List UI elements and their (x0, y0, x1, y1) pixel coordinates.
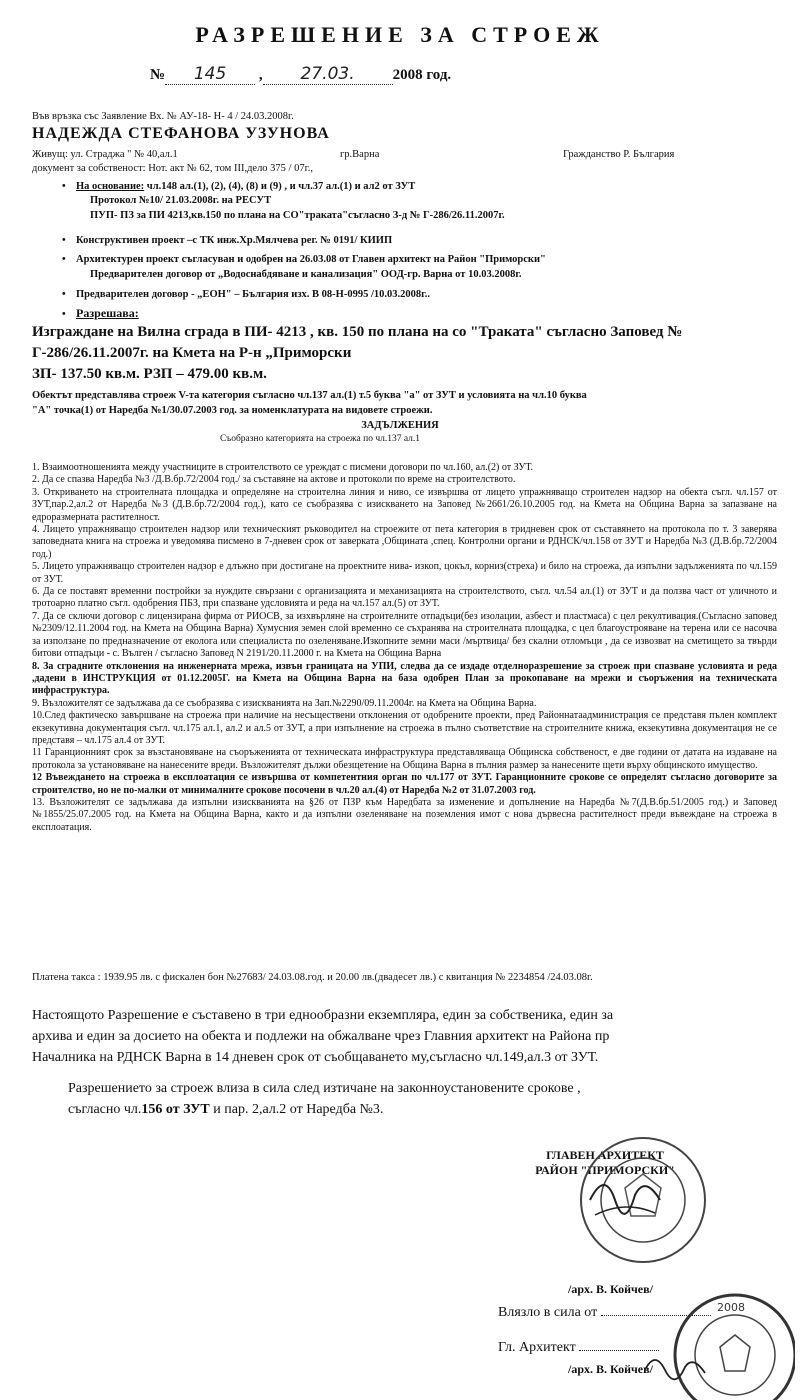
basis-protocol: Протокол №10/ 21.03.2008г. на РЕСУТ (90, 195, 272, 206)
condition-item: 10.След фактическо завършване на строежа при наличие на несъществени отклонения от одобрените проекти, пред Районнатаадминистрация се представя пълен комплект екзекутивна документация съгл. чл.175 ал.1, ал.2 и ал.5 от ЗУТ, а при изпълнение на строежа в пълно съответствие на строителните книжа, екзекутивна документация не се представя – чл.175 ал.4 от ЗУТ. (32, 710, 777, 746)
closing-line-3: Началника на РДНСК Варна в 14 дневен срок от съобщаването му,съгласно чл.149,ал.3 от ЗУТ. (32, 1050, 599, 1065)
applicant-address: Живущ: ул. Страджа " № 40,ал.1 (32, 149, 178, 160)
closing-line-4: Разрешението за строеж влиза в сила след изтичане на законноустановените срокове , (68, 1081, 581, 1096)
applicant-name: НАДЕЖДА СТЕФАНОВА УЗУНОВА (32, 125, 330, 142)
condition-item: 7. Да се сключи договор с лицензирана фирма от РИОСВ, за изхвърляне на строителните отпадъци(без изолации, азбест и пластмаса) с цел рекултивация.(Съгласно заповед №2309/12.11.2004 год. на Кмета на Община Варна) Хумусния земен слой временно се съхранява на строителната площадка, с цел благоустрояване на терена или се насочва за използане по предназначение от еколога или специалиста по озеленяване.Изкопните земни маси /мъртвица/ без скални отломъци , да се извозват на сметището за твърди битови отпадъци - с. Вълген / съгласно Заповед N 2191/20.11.2000 г. на Кмета на Община Варна (32, 610, 777, 660)
applicant-city: гр.Варна (340, 149, 380, 160)
signatory-title-line-1: ГЛАВЕН АРХИТЕКТ (546, 1148, 664, 1162)
applicant-citizenship: Гражданство Р. България (563, 149, 675, 160)
stamp-year: 2008 (717, 1301, 745, 1314)
basis-pup: ПУП- ПЗ за ПИ 4213,кв.150 по плана на СО"траката"съгласно З-д № Г-286/26.11.2007г. (90, 210, 505, 221)
condition-item: 4. Лицето упражняващо строителен надзор или техническият ръководител на строежите от пета категория в тридневен срок от съставянето на протокола по т. 3 заверява заповедната книга на строежа и уведомява писмено в 7-дневен срок от заверката ,Общината ,спец. Контролни органи и РДНСК/чл.158 от ЗУТ и Наредба №3 (Д.В.бр.72/2004 год.) (32, 524, 777, 560)
permit-text (32, 322, 792, 385)
permit-number-line: № 145 , 27.03. 2008 год. (150, 64, 452, 84)
condition-item: 8. За сградните отклонения на инженерната мрежа, извън границата на УПИ, следва да се издаде отделноразрешение за строеж при спазване условията и реда ,дадени в ИНСТРУКЦИЯ от 01.12.2005Г. на Кмета на Община Варна на база одобрен План за прокопаване на мрежи и съоръжения на техническата инфраструктура. (32, 660, 777, 697)
condition-item: 9. Възложителят се задължава да се съобразява с изискванията на Зап.№2290/09.11.2004г. на Кмета на Община Варна. (32, 697, 537, 709)
object-line-1: Обектът представлява строеж V-та категория съгласно чл.137 ал.(1) т.5 буква "а" от ЗУТ и условията на чл.10 буква (32, 390, 587, 401)
closing-paragraph-1 (32, 1005, 800, 1068)
handwritten-number: 145 (193, 64, 227, 84)
handwritten-date: 27.03. (300, 64, 355, 84)
duties-subtitle: Съобразно категорията на строежа по чл.137 ал.1 (219, 434, 421, 444)
signatory-title-line-2: РАЙОН "ПРИМОРСКИ" (535, 1163, 675, 1177)
chief-architect-line (498, 1340, 659, 1356)
permit-line-2: Г-286/26.11.2007г. на Кмета на Р-н „Приморски (32, 345, 352, 361)
condition-item: 12 Въвеждането на строежа в експлоатация се извършва от компетентния орган по чл.177 от ЗУТ. Гаранционните срокове се определят съгласно договорите за строителство, но не по-малки от минималните срокове посочени в чл.20 ал.(4) от Наредба №2 от 31.07.2003 год. (32, 772, 777, 796)
condition-item: 3. Откриването на строителната площадка и определяне на строителна линия и ниво, се извършва от лицето упражняващо строителен надзор на обекта съгл. чл.157 от ЗУТ,пар.2,ал.2 от Наредба №3 (Д.В.бр.72/2004 год.), като се съобразява с изискването на Заповед №2661/26.10.2005 год. на Кмета на Община Варна за запазване на едроразмерната растителност. (32, 486, 777, 523)
signature-scribble-icon (640, 1345, 710, 1385)
object-line-2: "А" точка(1) от Наредба №1/30.07.2003 год. за номенклатурата на видовете строежи. (32, 405, 433, 416)
basis-eon-contract: • Предварителен договор - „ЕОН" – България изх. В 08-Н-0995 /10.03.2008г.. (62, 289, 430, 300)
closing-line-5: съгласно чл.156 от ЗУТ и пар. 2,ал.2 от Наредба №3. (68, 1102, 384, 1117)
condition-item: 6. Да се поставят временни постройки за нуждите свързани с организацията и механизацията на строителството, съгл. чл.54 ал.(1) от ЗУТ и да ползва част от уличното и тротоарно платно съгл. одобрения ПБЗ, при спазване удсловията и реда на чл.157 ал.(5) от ЗУТ. (32, 586, 777, 610)
basis-label: На основание: (76, 181, 145, 192)
basis-text-1: чл.148 ал.(1), (2), (4), (8) и (9) , и чл.37 ал.(1) и ал2 от ЗУТ (144, 181, 416, 192)
condition-item: 1. Взаимоотношенията между участниците в строителството се уреждат с писмени договори по чл.160, ал.(2) от ЗУТ. (32, 462, 534, 473)
permit-line-1: Изграждане на Вилна сграда в ПИ- 4213 , кв. 150 по плана на со "Траката" съгласно Заповед № (32, 324, 683, 340)
application-line: Във връзка със Заявление Вх. № АУ-18- Н- 4 / 24.03.2008г. (32, 111, 294, 122)
chief-architect-label: Гл. Архитект (498, 1340, 576, 1355)
permit-label: Разрешава: (76, 306, 139, 320)
condition-item: 13. Възложителят се задължава да изпълни изискванията на §26 от ПЗР към Наредбата за изменение и допълнение на Наредба №7(Д.В.бр.51/2005 год.) и Заповед №1855/25.07.2005 год. на Кмета на Община Варна, както и да изпълни озеленяване на поземления имот с нова дървесна растителност преди въвеждане на строежа в експлоатация. (32, 796, 777, 833)
permit-label-line: • Разрешава: (62, 306, 139, 320)
condition-item: 5. Лицето упражняващо строителен надзор е длъжно при достигане на проектните нива- изкоп, цокъл, корниз(стреха) и било на строежа, да изпълни задълженията по чл.159 от ЗУТ. (32, 561, 777, 585)
condition-item: 11 Гаранционният срок за възстановяване на съоръженията от техническата инфраструктура представляваща Общинска собственост, е две години от датата на издаване на протокола за установяване на нанесените вреди. Възложителят дължи обезщетение на Община Варна в пълния размер за нанесените щети върху общинското имущество. (32, 747, 777, 771)
document-title: РАЗРЕШЕНИЕ ЗА СТРОЕЖ (195, 22, 605, 47)
number-prefix: № (150, 67, 166, 83)
signature-scribble-icon (585, 1160, 665, 1230)
duties-title: ЗАДЪЛЖЕНИЯ (361, 420, 439, 431)
ownership-document: документ за собственост: Нот. акт № 62, том III,дело 375 / 07г., (32, 163, 313, 174)
closing-line-1: Настоящото Разрешение е съставено в три еднообразни екземпляра, един за собственика, един за (32, 1008, 614, 1023)
fee-line: Платена такса : 1939.95 лв. с фискален бон №27683/ 24.03.08.год. и 20.00 лв.(двадесет лв.) с квитанция № 2234854 /24.03.08г. (32, 972, 593, 983)
basis-architectural-project: • Архитектурен проект съгласуван и одобрен на 26.03.08 от Главен архитект на Район "Приморски" (62, 254, 546, 265)
basis-water-contract: Предварителен договор от „Водоснабдяване и канализация" ООД-гр. Варна от 10.03.2008г. (90, 269, 522, 280)
permit-area: ЗП- 137.50 кв.м. РЗП – 479.00 кв.м. (32, 366, 267, 382)
conditions-list (32, 462, 777, 834)
basis-construction-project: • Конструктивен проект –с ТК инж.Хр.Мялчева рег. № 0191/ КИИП (62, 235, 393, 246)
closing-line-2: архива и един за досието на обекта и подлежи на обжалване чрез Главния архитект на Района пр (32, 1029, 610, 1044)
basis-line-1: • На основание: чл.148 ал.(1), (2), (4), (8) и (9) , и чл.37 ал.(1) и ал2 от ЗУТ (62, 181, 416, 192)
closing-paragraph-2 (68, 1078, 788, 1120)
signatory-name: /арх. В. Койчев/ (568, 1282, 653, 1296)
condition-item: 2. Да се спазва Наредба №3 /Д.В.бр.72/2004 год./ за съставяне на актове и протоколи по време на строителството. (32, 474, 516, 486)
year-suffix: 2008 год. (392, 67, 452, 83)
signatory-name-2: /арх. В. Койчев/ (568, 1362, 653, 1376)
in-force-label: Влязло в сила от (498, 1305, 598, 1320)
